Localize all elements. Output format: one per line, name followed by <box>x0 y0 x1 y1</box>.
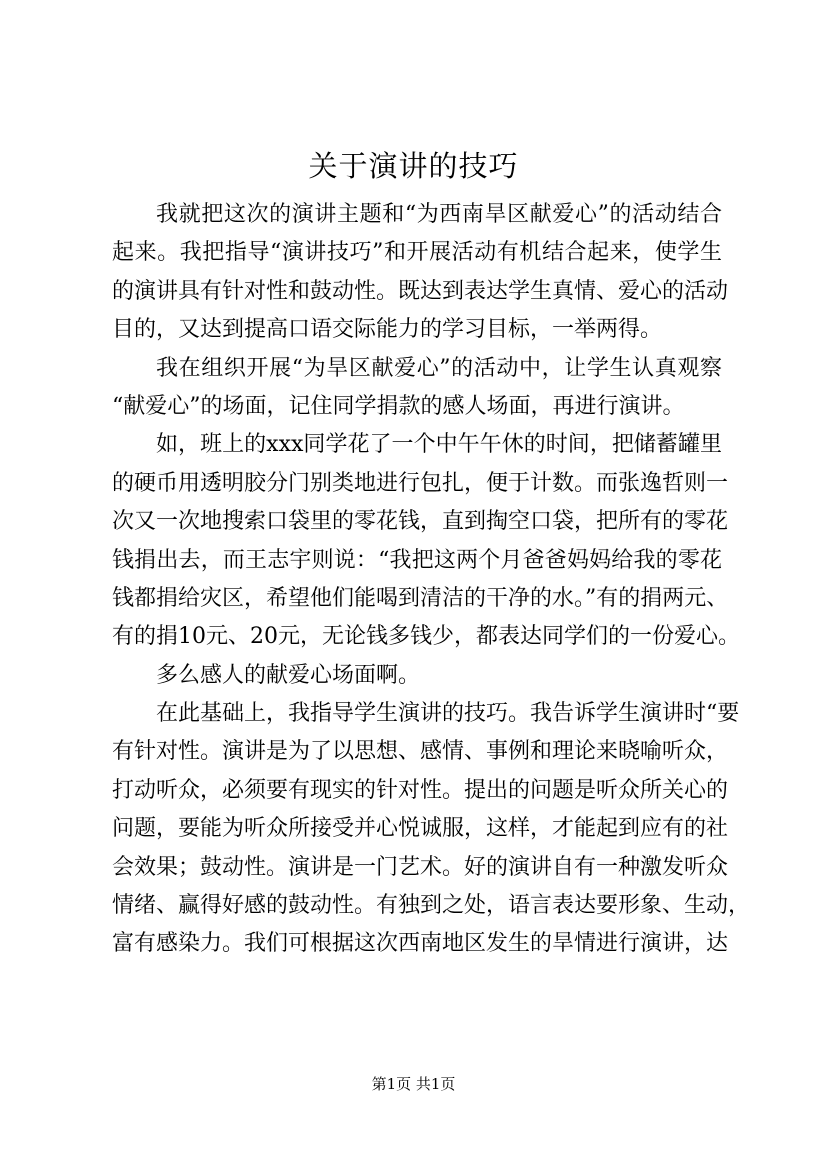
text-line: 我在组织开展“为旱区献爱心”的活动中，让学生认真观察 <box>156 355 722 381</box>
text-line: 问题，要能为听众所接受并心悦诚服，这样，才能起到应有的社 <box>112 816 729 842</box>
document-body <box>112 196 751 964</box>
text-line: 的演讲具有针对性和鼓动性。既达到表达学生真情、爱心的活动 <box>112 278 729 304</box>
text-line: 的硬币用透明胶分门别类地进行包扎，便于计数。而张逸哲则一 <box>112 470 729 496</box>
text-line: 起来。我把指导“演讲技巧”和开展活动有机结合起来，使学生 <box>112 240 722 266</box>
text-line: “献爱心”的场面，记住同学捐款的感人场面，再进行演讲。 <box>112 393 685 419</box>
text-line: 我就把这次的演讲主题和“为西南旱区献爱心”的活动结合 <box>156 202 722 227</box>
text-line: 情绪、赢得好感的鼓动性。有独到之处，语言表达要形象、生动， <box>112 893 751 919</box>
text-line: 次又一次地搜索口袋里的零花钱，直到掏空口袋，把所有的零花 <box>112 509 729 535</box>
text-line: 会效果；鼓动性。演讲是一门艺术。好的演讲自有一种激发听众 <box>112 854 729 880</box>
text-line: 富有感染力。我们可根据这次西南地区发生的旱情进行演讲，达 <box>112 931 729 957</box>
text-line: 钱都捐给灾区，希望他们能喝到清洁的干净的水。”有的捐两元、 <box>112 585 729 611</box>
document-title: 关于演讲的技巧 <box>308 149 519 183</box>
text-line: 有针对性。演讲是为了以思想、感情、事例和理论来晓喻听众， <box>112 739 729 765</box>
text-line: 打动听众，必须要有现实的针对性。提出的问题是听众所关心的 <box>112 777 729 803</box>
page-footer: 第1页 共1页 <box>371 1075 456 1093</box>
text-line: 目的，又达到提高口语交际能力的学习目标，一举两得。 <box>112 317 663 343</box>
text-line: 钱捐出去，而王志宇则说：“我把这两个月爸爸妈妈给我的零花 <box>112 547 722 573</box>
text-line: 在此基础上，我指导学生演讲的技巧。我告诉学生演讲时“要 <box>156 701 740 727</box>
text-line: 有的捐10元、20元，无论钱多钱少，都表达同学们的一份爱心。 <box>112 624 740 650</box>
text-line: 如，班上的xxx同学花了一个中午午休的时间，把储蓄罐里 <box>156 432 722 458</box>
text-line: 多么感人的献爱心场面啊。 <box>156 662 421 688</box>
